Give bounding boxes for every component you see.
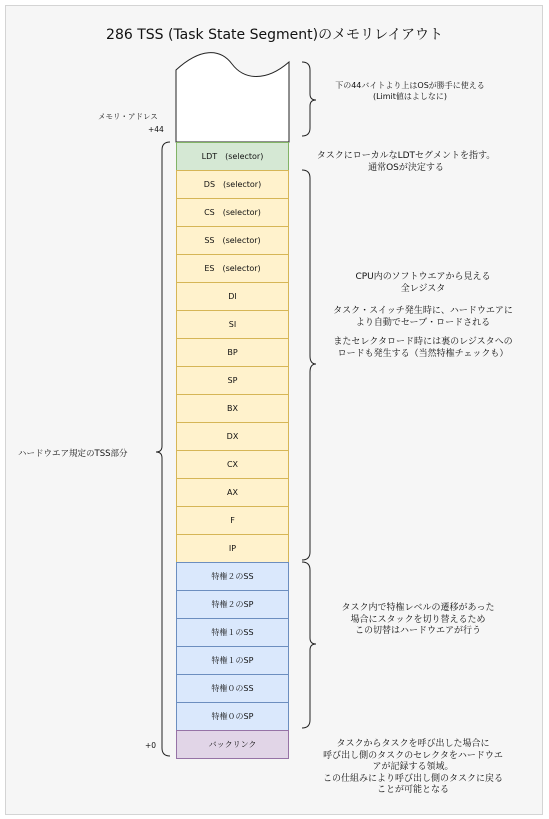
cell-ldt [176, 142, 289, 171]
note-registers-line5: またセレクタロード時には裏のレジスタへの [333, 337, 513, 347]
note-registers-line1: CPU内のソフトウエアから見える [355, 272, 491, 282]
note-registers-line3: タスク・スイッチ発生時に、ハードウエアに [333, 306, 513, 316]
note-privilege-line1: タスク内で特権レベルの遷移があった [341, 603, 495, 613]
note-os-area-line2: (Limit値はよしなに) [372, 92, 448, 101]
note-privilege [318, 603, 518, 638]
cell-dx-label: DX [226, 432, 239, 441]
cell-bp [176, 338, 289, 367]
note-backlink-line2: 呼び出し側のタスクのセレクタをハードウエ [323, 750, 503, 761]
note-backlink-line5: ことが可能となる [376, 785, 449, 795]
cell-di-label: DI [228, 292, 237, 301]
os-free-area [176, 53, 289, 142]
brace-hardware-tss [156, 142, 170, 756]
cell-backlink [176, 730, 289, 759]
cell-bp-label: BP [227, 348, 238, 357]
brace-privilege [302, 562, 316, 728]
cell-cs [176, 198, 289, 227]
cell-cx-label: CX [226, 460, 239, 469]
cell-priv0-ss-label: 特権０のSS [211, 684, 254, 693]
cell-ds-label: DS (selector) [203, 180, 262, 189]
note-ldt-line1: タスクにローカルなLDTセグメントを指す。 [316, 151, 496, 161]
note-backlink [308, 739, 518, 797]
cell-priv2-ss [176, 562, 289, 591]
note-ldt-line2: 通常OSが決定する [368, 162, 444, 173]
cell-ip-label: IP [228, 544, 237, 553]
cell-si-label: SI [228, 320, 237, 329]
note-privilege-line3: この切替はハードウエアが行う [354, 626, 481, 636]
cell-bx-label: BX [227, 404, 238, 413]
brace-registers [302, 170, 316, 560]
cell-cs-label: CS (selector) [204, 208, 261, 217]
cell-ip [176, 534, 289, 563]
cell-priv1-sp-label: 特権１のSP [211, 656, 254, 665]
cell-ss-label: SS (selector) [204, 236, 261, 245]
cell-sp [176, 366, 289, 395]
cell-sp-label: SP [227, 376, 238, 385]
note-ldt [306, 151, 506, 174]
cell-f-label: F [230, 516, 235, 525]
cell-priv1-ss [176, 618, 289, 647]
cell-priv0-sp-label: 特権０のSP [211, 712, 254, 721]
brace-top-area [302, 62, 316, 136]
note-os-area [320, 80, 500, 102]
cell-cx [176, 450, 289, 479]
cell-bx [176, 394, 289, 423]
cell-es [176, 254, 289, 283]
cell-ss [176, 226, 289, 255]
offset-top-label: +44 [148, 125, 164, 134]
cell-priv2-sp [176, 590, 289, 619]
note-registers-line4: より自動でセーブ・ロードされる [355, 317, 491, 328]
cell-di [176, 282, 289, 311]
cell-priv2-ss-label: 特権２のSS [211, 572, 254, 581]
cell-priv1-sp [176, 646, 289, 675]
cell-ax-label: AX [227, 488, 238, 497]
cell-f [176, 506, 289, 535]
cell-priv0-sp [176, 702, 289, 731]
note-os-area-line1: 下の44バイトより上はOSが勝手に使える [335, 81, 485, 90]
note-backlink-line3: アが記録する領域。 [372, 762, 454, 772]
diagram-title: 286 TSS (Task State Segment)のメモリレイアウト [106, 27, 443, 43]
note-registers-line2: 全レジスタ [400, 283, 446, 294]
cell-es-label: ES (selector) [204, 264, 261, 273]
note-privilege-line2: 場合にスタックを切り替えるため [350, 614, 486, 625]
cell-backlink-label: バックリンク [208, 740, 257, 749]
offset-bottom-label: +0 [145, 741, 157, 750]
memory-address-label: メモリ・アドレス [98, 112, 158, 121]
hardware-tss-label: ハードウエア規定のTSS部分 [18, 449, 128, 459]
cell-ldt-label: LDT (selector) [201, 152, 264, 161]
note-backlink-line4: この仕組みにより呼び出し側のタスクに戻る [322, 773, 503, 784]
cell-priv2-sp-label: 特権２のSP [211, 600, 254, 609]
cell-ax [176, 478, 289, 507]
cell-si [176, 310, 289, 339]
cell-dx [176, 422, 289, 451]
cell-ds [176, 170, 289, 199]
cell-priv1-ss-label: 特権１のSS [211, 628, 254, 637]
note-backlink-line1: タスクからタスクを呼び出した場合に [336, 739, 490, 749]
note-registers-line6: ロードも発生する（当然特権チェックも） [337, 348, 509, 359]
cell-priv0-ss [176, 674, 289, 703]
note-registers [318, 272, 528, 360]
